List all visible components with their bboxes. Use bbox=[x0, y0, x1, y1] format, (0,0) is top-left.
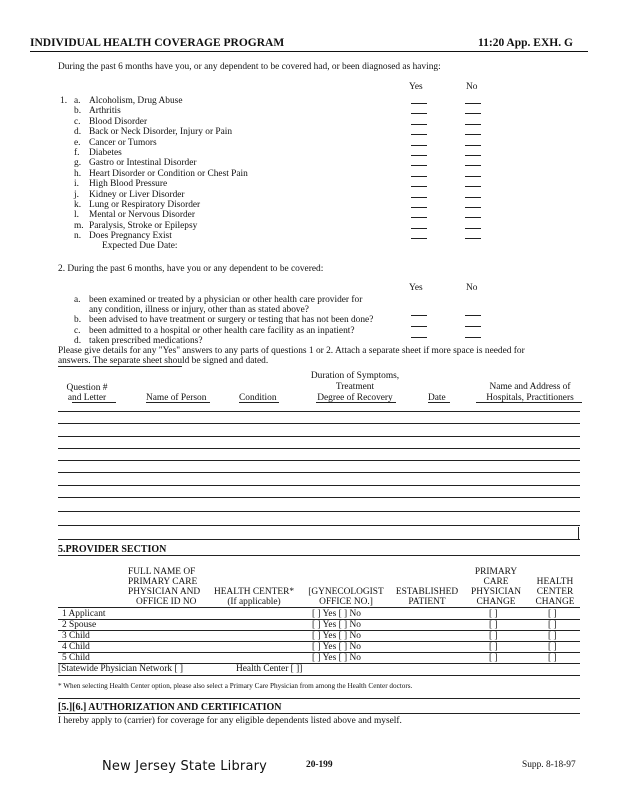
q1-item-yes-blank[interactable] bbox=[411, 155, 427, 156]
details-entry-line[interactable] bbox=[58, 511, 580, 512]
hc-change-checkbox[interactable]: [ ] bbox=[548, 631, 557, 641]
established-patient-choice[interactable]: [ ] Yes [ ] No bbox=[312, 620, 361, 630]
q1-item-label: Mental or Nervous Disorder bbox=[89, 210, 195, 221]
q1-item-label: Heart Disorder or Condition or Chest Pain bbox=[89, 168, 248, 179]
q1-number: 1. bbox=[60, 96, 68, 106]
q2-yes-header: Yes bbox=[409, 283, 423, 293]
q1-item-no-blank[interactable] bbox=[465, 197, 481, 198]
q2-a-no-blank[interactable] bbox=[465, 315, 481, 316]
established-patient-choice[interactable]: [ ] Yes [ ] No bbox=[312, 642, 361, 652]
provider-row-label: 3 Child bbox=[62, 631, 90, 641]
hc-change-checkbox[interactable]: [ ] bbox=[548, 620, 557, 630]
provider-col-name-3: PHYSICIAN AND bbox=[128, 587, 201, 597]
col-date-underline bbox=[428, 402, 450, 403]
q1-item-no-blank[interactable] bbox=[465, 113, 481, 114]
q1-item-letter: k. bbox=[74, 200, 82, 210]
due-date-label: Expected Due Date: bbox=[102, 241, 178, 251]
details-entry-line[interactable] bbox=[58, 436, 580, 437]
provider-col-hc-2: (If applicable) bbox=[227, 597, 281, 607]
q1-item-no-blank[interactable] bbox=[465, 134, 481, 135]
details-entry-line[interactable] bbox=[58, 525, 580, 526]
q2-c-no-blank[interactable] bbox=[465, 337, 481, 338]
provider-footnote: * When selecting Health Center option, please also select a Primary Care Physician from among the Health Center doctors. bbox=[58, 682, 413, 690]
q1-item-no-blank[interactable] bbox=[465, 238, 481, 239]
q1-item-label: Alcoholism, Drug Abuse bbox=[89, 96, 183, 106]
pcp-change-checkbox[interactable]: [ ] bbox=[489, 642, 498, 652]
q2-a-text-2: any condition, illness or injury, other than as stated above? bbox=[89, 305, 309, 315]
col-duration-underline bbox=[316, 402, 396, 403]
provider-section-title: 5.PROVIDER SECTION bbox=[58, 544, 167, 555]
pcp-change-checkbox[interactable]: [ ] bbox=[489, 631, 498, 641]
q1-item-yes-blank[interactable] bbox=[411, 217, 427, 218]
details-entry-line[interactable] bbox=[58, 460, 580, 461]
q1-item-yes-blank[interactable] bbox=[411, 228, 427, 229]
q1-item-label: High Blood Pressure bbox=[89, 179, 168, 190]
q1-yes-header: Yes bbox=[409, 82, 423, 92]
provider-col-pcp-3: PHYSICIAN bbox=[470, 587, 521, 597]
col-duration-1: Duration of Symptoms, bbox=[310, 371, 400, 381]
q1-item-letter: m. bbox=[74, 220, 84, 231]
hc-change-checkbox[interactable]: [ ] bbox=[548, 609, 557, 619]
provider-col-established bbox=[392, 587, 462, 607]
q1-item-label: Diabetes bbox=[89, 148, 122, 158]
details-entry-line[interactable] bbox=[58, 448, 580, 449]
provider-row-label: 2 Spouse bbox=[62, 620, 97, 630]
q1-intro: During the past 6 months have you, or any dependent to be covered had, or been diagnosed as having: bbox=[58, 62, 441, 72]
details-instructions-underline bbox=[58, 366, 182, 367]
q1-item-yes-blank[interactable] bbox=[411, 145, 427, 146]
col-hospitals-1: Name and Address of bbox=[489, 382, 571, 392]
q2-b-letter: b. bbox=[74, 315, 82, 325]
details-entry-line[interactable] bbox=[58, 472, 580, 473]
q2-c-text: been admitted to a hospital or other health care facility as an inpatient? bbox=[89, 326, 355, 336]
details-entry-line[interactable] bbox=[58, 497, 580, 498]
q2-a-text: been examined or treated by a physician or other health care provider for bbox=[89, 295, 363, 305]
col-question-1: Question # bbox=[66, 383, 108, 393]
q2-no-header: No bbox=[466, 283, 478, 293]
col-hospitals-2: Hospitals, Practitioners bbox=[486, 393, 574, 403]
form-reference: 11:20 App. EXH. G bbox=[478, 37, 573, 49]
q1-item-letter: h. bbox=[74, 168, 82, 179]
q1-item-yes-blank[interactable] bbox=[411, 207, 427, 208]
q2-a-letter: a. bbox=[74, 295, 81, 305]
q1-item-yes-blank[interactable] bbox=[411, 197, 427, 198]
q1-item-yes-blank[interactable] bbox=[411, 238, 427, 239]
provider-col-hcc-2: CENTER bbox=[536, 587, 574, 597]
details-entry-line[interactable] bbox=[58, 411, 580, 412]
q2-intro: 2. During the past 6 months, have you or any dependent to be covered: bbox=[58, 264, 324, 274]
provider-bottom-rule bbox=[58, 675, 580, 676]
provider-col-name-4: OFFICE ID NO bbox=[136, 597, 197, 607]
details-entry-line[interactable] bbox=[58, 423, 580, 424]
form-title: INDIVIDUAL HEALTH COVERAGE PROGRAM bbox=[30, 37, 285, 49]
auth-title: [5.][6.] AUTHORIZATION AND CERTIFICATION bbox=[58, 702, 282, 713]
q2-d-letter: d. bbox=[74, 336, 82, 346]
q1-item-label: Cancer or Tumors bbox=[89, 137, 157, 148]
provider-col-pcp-2: CARE bbox=[483, 577, 509, 587]
provider-row-label: 4 Child bbox=[62, 642, 90, 652]
health-center-option[interactable]: Health Center [ ]] bbox=[236, 664, 303, 674]
q1-item-label: Arthritis bbox=[89, 106, 121, 117]
header-rule bbox=[30, 51, 588, 52]
provider-col-name-1: FULL NAME OF bbox=[128, 567, 196, 577]
q1-item-letter: j. bbox=[74, 189, 79, 200]
details-entry-line[interactable] bbox=[58, 539, 580, 540]
statewide-network-option[interactable]: [Statewide Physician Network [ ] bbox=[58, 664, 183, 674]
q1-item-letter: f. bbox=[74, 148, 80, 158]
col-question-underline bbox=[72, 402, 116, 403]
q1-item-letter: c. bbox=[74, 116, 81, 127]
q1-item-no-blank[interactable] bbox=[465, 176, 481, 177]
q1-item-yes-blank[interactable] bbox=[411, 165, 427, 166]
col-hospitals-underline bbox=[476, 402, 582, 403]
auth-top-rule bbox=[58, 698, 580, 699]
provider-col-hc-1: HEALTH CENTER* bbox=[213, 587, 295, 597]
q1-item-yes-blank[interactable] bbox=[411, 134, 427, 135]
q1-item-no-blank[interactable] bbox=[465, 124, 481, 125]
provider-col-pcp-4: CHANGE bbox=[476, 597, 516, 607]
supplement-date: Supp. 8-18-97 bbox=[522, 760, 576, 770]
provider-title-rule bbox=[58, 555, 580, 556]
col-question-2: and Letter bbox=[67, 393, 107, 403]
q1-item-yes-blank[interactable] bbox=[411, 124, 427, 125]
hc-change-checkbox[interactable]: [ ] bbox=[548, 653, 557, 663]
q1-no-header: No bbox=[466, 82, 478, 92]
provider-col-health-center bbox=[210, 587, 298, 607]
q1-item-yes-blank[interactable] bbox=[411, 186, 427, 187]
q1-item-label: Gastro or Intestinal Disorder bbox=[89, 158, 197, 169]
provider-col-est-1: ESTABLISHED bbox=[395, 587, 459, 597]
details-instructions-2: answers. The separate sheet should be signed and dated. bbox=[58, 356, 269, 366]
provider-col-name bbox=[128, 567, 200, 607]
q1-item-label: Blood Disorder bbox=[89, 116, 148, 127]
col-condition-underline bbox=[239, 402, 279, 403]
pcp-change-checkbox[interactable]: [ ] bbox=[489, 653, 498, 663]
q1-item-label: Lung or Respiratory Disorder bbox=[89, 200, 201, 210]
hc-change-checkbox[interactable]: [ ] bbox=[548, 642, 557, 652]
q2-a-yes-blank[interactable] bbox=[411, 315, 427, 316]
provider-col-hc-change bbox=[530, 577, 580, 607]
provider-col-pcp-1: PRIMARY bbox=[474, 567, 518, 577]
q1-item-label: Back or Neck Disorder, Injury or Pain bbox=[89, 127, 233, 138]
q1-item-letter: g. bbox=[74, 158, 82, 169]
established-patient-choice[interactable]: [ ] Yes [ ] No bbox=[312, 631, 361, 641]
q1-item-label: Kidney or Liver Disorder bbox=[89, 189, 185, 200]
col-person: Name of Person bbox=[146, 393, 207, 403]
q1-item-yes-blank[interactable] bbox=[411, 113, 427, 114]
q1-item-no-blank[interactable] bbox=[465, 228, 481, 229]
q1-item-no-blank[interactable] bbox=[465, 217, 481, 218]
q1-item-letter: n. bbox=[74, 231, 82, 242]
library-stamp: New Jersey State Library bbox=[102, 759, 268, 774]
established-patient-choice[interactable]: [ ] Yes [ ] No bbox=[312, 653, 361, 663]
provider-col-gyn-1: [GYNECOLOGIST bbox=[308, 587, 384, 597]
col-condition: Condition bbox=[239, 393, 277, 403]
q1-item-yes-blank[interactable] bbox=[411, 103, 427, 104]
q1-item-no-blank[interactable] bbox=[465, 155, 481, 156]
col-date: Date bbox=[428, 393, 446, 403]
q1-item-letter: b. bbox=[74, 106, 82, 117]
provider-row-label: 1 Applicant bbox=[62, 609, 106, 619]
details-instructions-1: Please give details for any "Yes" answers to any parts of questions 1 or 2. Attach a separate sheet if more space is needed for bbox=[58, 346, 525, 356]
provider-col-est-2: PATIENT bbox=[408, 597, 446, 607]
established-patient-choice[interactable]: [ ] Yes [ ] No bbox=[312, 609, 361, 619]
q1-item-no-blank[interactable] bbox=[465, 186, 481, 187]
page-number: 20-199 bbox=[306, 760, 333, 770]
q1-item-label: Paralysis, Stroke or Epilepsy bbox=[89, 220, 198, 231]
q2-b-no-blank[interactable] bbox=[465, 326, 481, 327]
q1-item-letter: d. bbox=[74, 127, 82, 138]
q1-item-letter: e. bbox=[74, 137, 81, 148]
details-right-edge bbox=[578, 527, 579, 539]
pcp-change-checkbox[interactable]: [ ] bbox=[489, 609, 498, 619]
provider-header-rule bbox=[58, 607, 580, 608]
q1-item-no-blank[interactable] bbox=[465, 103, 481, 104]
auth-title-rule bbox=[58, 713, 580, 714]
q1-item-no-blank[interactable] bbox=[465, 165, 481, 166]
q2-c-letter: c. bbox=[74, 326, 81, 336]
col-duration-2: Treatment bbox=[335, 382, 375, 392]
q2-c-yes-blank[interactable] bbox=[411, 337, 427, 338]
q1-item-letter: l. bbox=[74, 210, 79, 221]
provider-row-label: 5 Child bbox=[62, 653, 90, 663]
provider-col-hcc-3: CHANGE bbox=[535, 597, 575, 607]
q1-item-no-blank[interactable] bbox=[465, 145, 481, 146]
q1-item-letter: i. bbox=[74, 179, 79, 190]
details-entry-line[interactable] bbox=[58, 485, 580, 486]
q1-item-letter: a. bbox=[74, 96, 81, 106]
auth-text: I hereby apply to (carrier) for coverage for any eligible dependents listed above and myself. bbox=[58, 716, 402, 726]
q1-item-yes-blank[interactable] bbox=[411, 176, 427, 177]
provider-col-pcp-change bbox=[468, 567, 524, 607]
q1-item-no-blank[interactable] bbox=[465, 207, 481, 208]
provider-col-gyn-2: OFFICE NO.] bbox=[319, 597, 373, 607]
provider-col-gynecologist bbox=[304, 587, 388, 607]
col-person-underline bbox=[146, 402, 210, 403]
q2-b-text: been advised to have treatment or surgery or testing that has not been done? bbox=[89, 315, 374, 325]
provider-col-name-2: PRIMARY CARE bbox=[128, 577, 198, 587]
q2-b-yes-blank[interactable] bbox=[411, 326, 427, 327]
provider-col-hcc-1: HEALTH bbox=[536, 577, 574, 587]
pcp-change-checkbox[interactable]: [ ] bbox=[489, 620, 498, 630]
q1-item-label: Does Pregnancy Exist bbox=[89, 231, 172, 242]
col-duration-3: Degree of Recovery bbox=[317, 393, 393, 403]
q2-d-text: taken prescribed medications? bbox=[89, 336, 203, 346]
